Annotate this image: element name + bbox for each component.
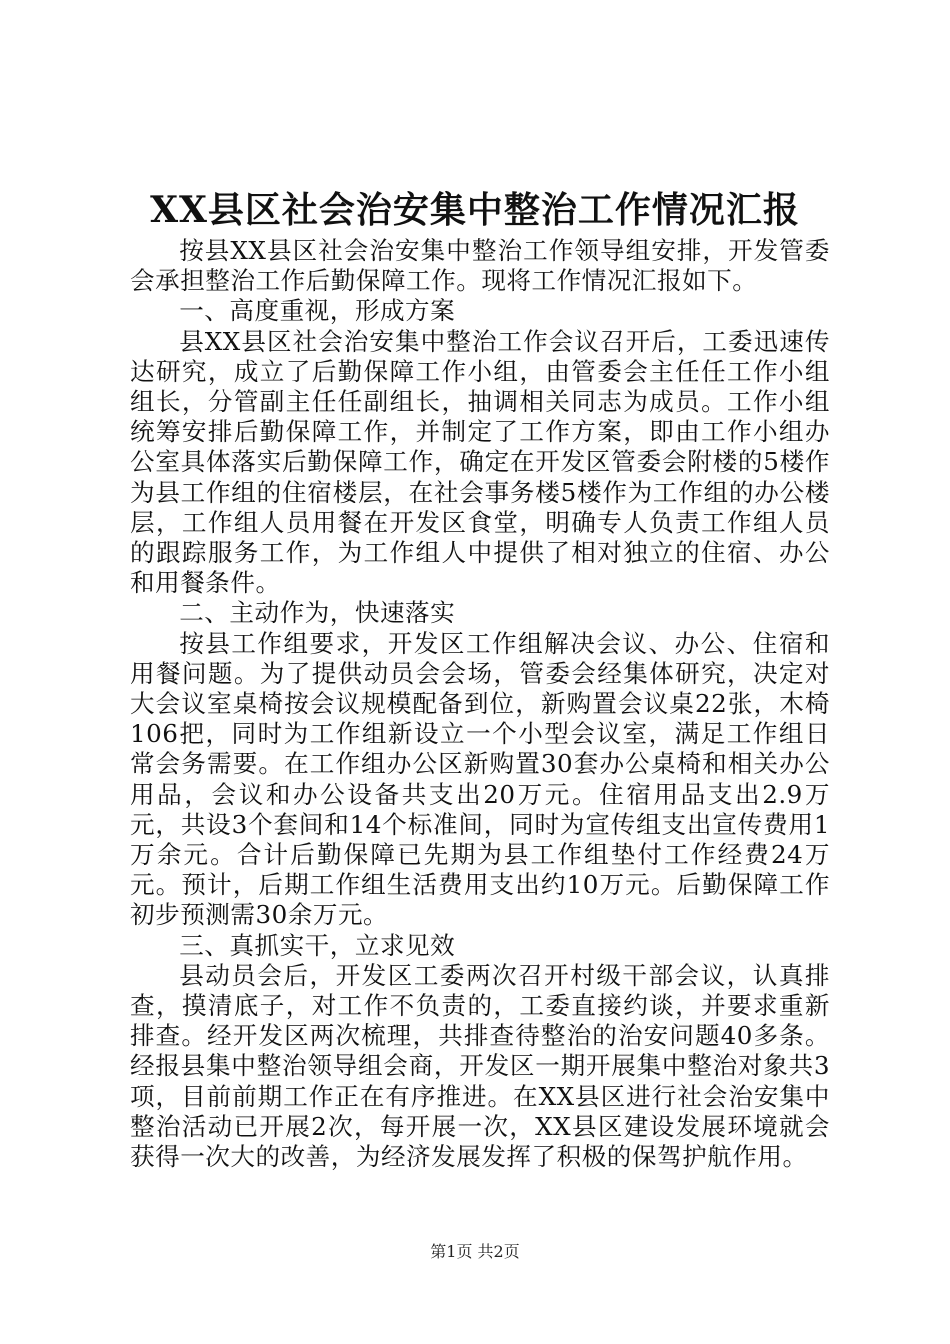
section-1-paragraph: 县XX县区社会治安集中整治工作会议召开后，工委迅速传达研究，成立了后勤保障工作小组，由管委会主任任工作小组组长，分管副主任任副组长，抽调相关同志为成员。工作小组统筹安排后勤保障工作，并制定了工作方案，即由工作小组办公室具体落实后勤保障工作，确定在开发区管委会附楼的5楼作为县工作组的住宿楼层，在社会事务楼5楼作为工作组的办公楼层，工作组人员用餐在开发区食堂，明确专人负责工作组人员的跟踪服务工作，为工作组人中提供了相对独立的住宿、办公和用餐条件。 — [130, 326, 830, 598]
section-2-paragraph: 按县工作组要求，开发区工作组解决会议、办公、住宿和用餐问题。为了提供动员会会场，管委会经集体研究，决定对大会议室桌椅按会议规模配备到位，新购置会议桌22张，木椅106把，同时为工作组新设立一个小型会议室，满足工作组日常会务需要。在工作组办公区新购置30套办公桌椅和相关办公用品，会议和办公设备共支出20万元。住宿用品支出2.9万元，共设3个套间和14个标准间，同时为宣传组支出宣传费用1万余元。合计后勤保障已先期为县工作组垫付工作经费24万元。预计，后期工作组生活费用支出约10万元。后勤保障工作初步预测需30余万元。 — [130, 628, 830, 930]
intro-paragraph: 按县XX县区社会治安集中整治工作领导组安排，开发管委会承担整治工作后勤保障工作。现将工作情况汇报如下。 — [130, 236, 830, 296]
section-2-heading: 二、主动作为，快速落实 — [179, 598, 456, 628]
document-title: XX县区社会治安集中整治工作情况汇报 — [150, 189, 800, 231]
section-3-paragraph: 县动员会后，开发区工委两次召开村级干部会议，认真排查，摸清底子，对工作不负责的，工委直接约谈，并要求重新排查。经开发区两次梳理，共排查待整治的治安问题40多条。经报县集中整治领导组会商，开发区一期开展集中整治对象共3项，目前前期工作正在有序推进。在XX县区进行社会治安集中整治活动已开展2次，每开展一次，XX县区建设发展环境就会获得一次大的改善，为经济发展发挥了积极的保驾护航作用。 — [130, 960, 830, 1172]
section-1-heading: 一、高度重视，形成方案 — [179, 296, 456, 326]
section-3-heading: 三、真抓实干，立求见效 — [179, 930, 456, 960]
document-body — [130, 236, 830, 1172]
page-number-footer: 第1页 共2页 — [430, 1242, 520, 1261]
